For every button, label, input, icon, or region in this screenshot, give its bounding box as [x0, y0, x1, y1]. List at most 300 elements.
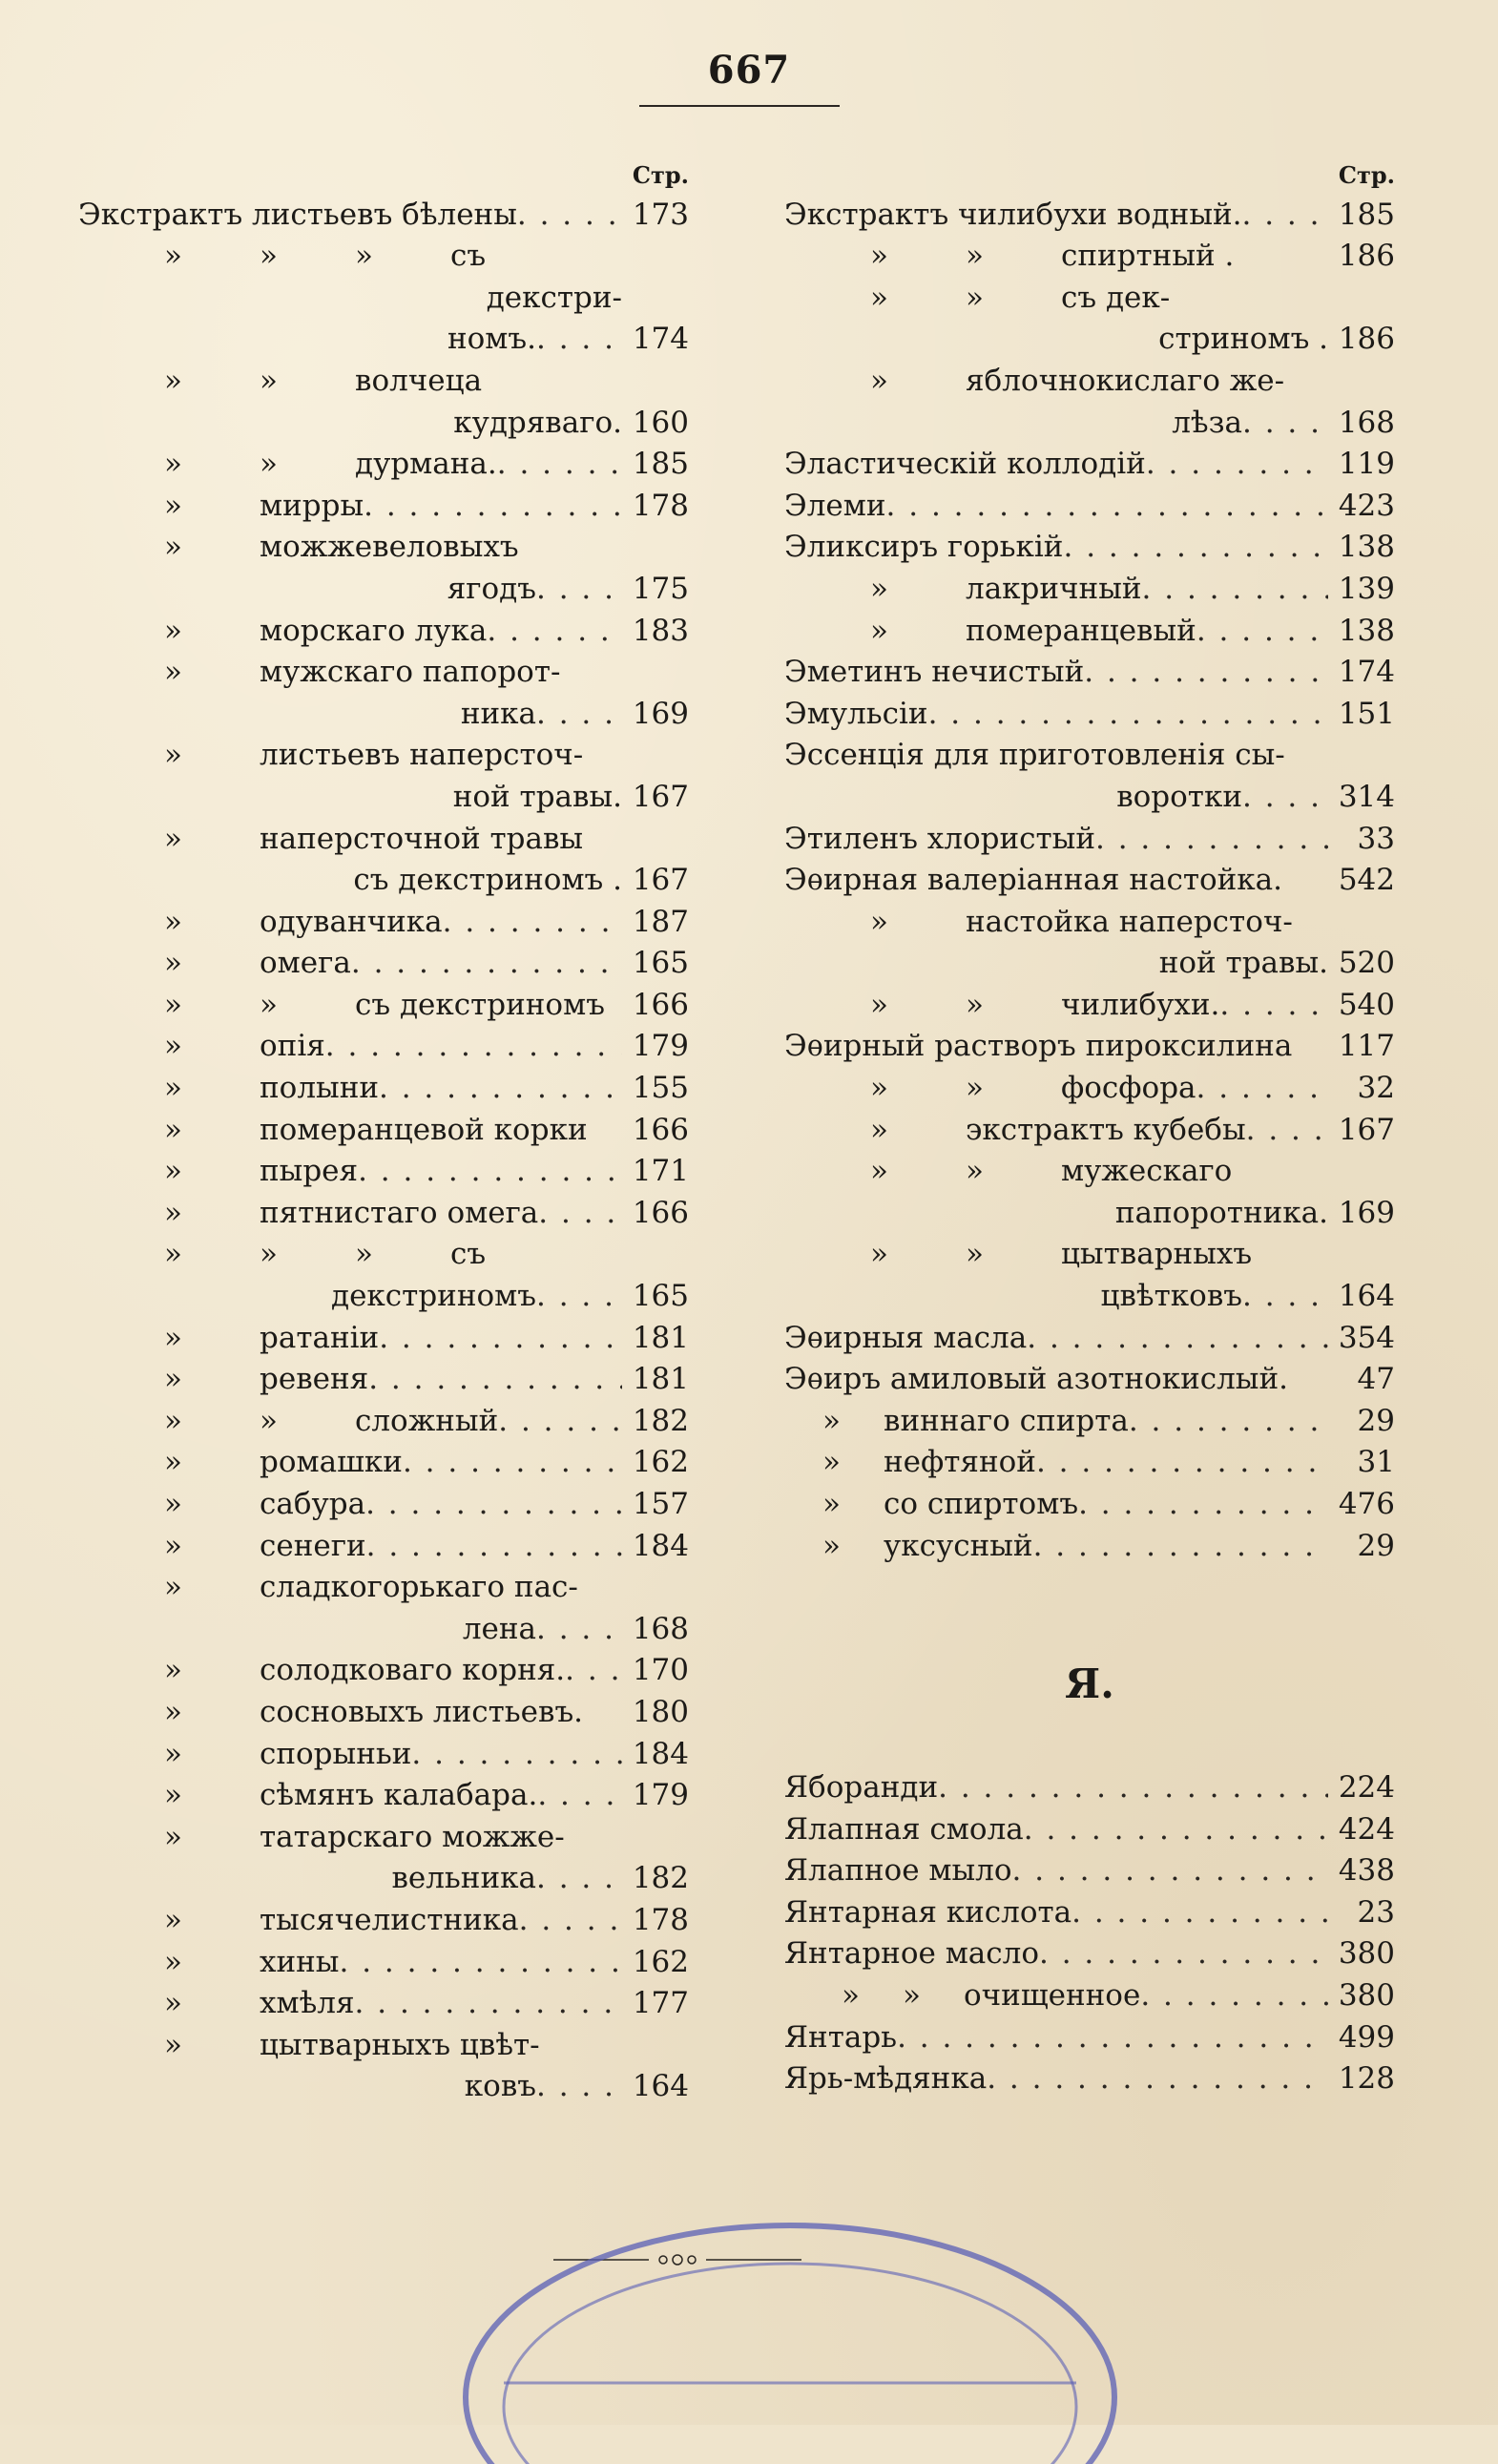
index-entry	[784, 2058, 1395, 2100]
index-entry	[78, 195, 689, 237]
ditto-mark: »	[870, 613, 888, 648]
page-ref: 224	[1338, 1770, 1395, 1805]
leader-dots	[368, 1359, 622, 1401]
index-column-left	[78, 153, 689, 2108]
ditto-mark: »	[870, 1237, 888, 1272]
page-ref: 119	[1338, 447, 1395, 482]
ditto-marks	[164, 819, 260, 861]
page-ref: 162	[632, 1445, 689, 1480]
page-ref: 166	[632, 1112, 689, 1147]
index-entry	[784, 819, 1395, 861]
ditto-marks	[164, 1900, 260, 1942]
entry-text: Экстрактъ листьевъ бѣлены	[78, 197, 517, 232]
index-entry	[78, 1900, 689, 1942]
ditto-marks	[164, 1484, 260, 1526]
entry-text: съ дек-	[1061, 280, 1171, 315]
entry-text: ной травы.	[452, 779, 622, 814]
entry-text: опія	[260, 1029, 325, 1064]
page-ref: 166	[632, 987, 689, 1022]
page-ref: 542	[1338, 863, 1395, 898]
ditto-mark: »	[870, 363, 888, 398]
index-section-ya	[784, 1767, 1395, 2100]
index-entry	[784, 1151, 1395, 1193]
index-entry	[78, 1983, 689, 2025]
ditto-marks	[164, 1318, 260, 1360]
index-entry	[784, 1276, 1395, 1318]
entry-text: мужскаго папорот-	[260, 655, 561, 690]
entry-text: Ялапная смола	[784, 1811, 1024, 1847]
index-entry	[78, 902, 689, 944]
index-entry	[78, 1817, 689, 1859]
entry-text: со спиртомъ	[884, 1487, 1079, 1521]
page-ref: 138	[1338, 530, 1395, 565]
entry-text: декстри-	[486, 280, 622, 315]
index-entry	[78, 1567, 689, 1609]
entry-text: виннаго спирта	[884, 1403, 1129, 1438]
index-entry	[784, 1026, 1395, 1068]
page-ref: 380	[1338, 1936, 1395, 1972]
entry-text: сладкогорькаго пас-	[260, 1570, 578, 1605]
ditto-marks	[164, 236, 450, 278]
page-ref: 157	[632, 1487, 689, 1521]
index-entry	[784, 1933, 1395, 1975]
page-ref: 164	[1338, 1279, 1395, 1314]
page-ref: 180	[632, 1694, 689, 1729]
ditto-mark: »	[164, 1694, 182, 1729]
index-entry	[784, 985, 1395, 1027]
page-ref: 438	[1338, 1853, 1395, 1889]
ditto-marks	[164, 1026, 260, 1068]
entry-text: пятнистаго омега	[260, 1195, 539, 1230]
index-entry	[78, 236, 689, 278]
ditto-marks	[822, 1442, 884, 1484]
page-ref: 380	[1338, 1977, 1395, 2013]
ditto-mark: »	[164, 363, 182, 398]
index-entry	[78, 1318, 689, 1360]
page-ref: 185	[632, 447, 689, 482]
page-ref: 354	[1338, 1320, 1395, 1355]
page-ref: 165	[632, 946, 689, 981]
ditto-marks	[164, 1068, 260, 1110]
ditto-marks	[164, 486, 260, 528]
index-entry	[784, 1850, 1395, 1892]
ditto-mark: »	[164, 1071, 182, 1106]
ditto-mark: »	[260, 987, 278, 1022]
entry-text: пырея	[260, 1154, 359, 1189]
leader-dots	[365, 1484, 622, 1526]
entry-text: чилибухи.	[1061, 987, 1220, 1022]
ditto-mark: »	[164, 1986, 182, 2021]
ditto-marks	[870, 1151, 1061, 1193]
entry-text: Эметинъ нечистый	[784, 655, 1085, 690]
index-entry	[784, 860, 1395, 902]
page-ref: 168	[632, 1611, 689, 1646]
ditto-mark: »	[164, 239, 182, 274]
index-entry	[784, 1975, 1395, 2017]
entry-text: стриномъ .	[1158, 322, 1328, 357]
ditto-marks	[164, 1110, 260, 1152]
leader-dots	[1242, 777, 1328, 819]
ditto-mark: »	[822, 1528, 841, 1563]
index-entry	[784, 236, 1395, 278]
leader-dots	[355, 1983, 622, 2025]
entry-text: лена	[462, 1611, 536, 1646]
entry-text: съ декстриномъ .	[353, 863, 622, 898]
leader-dots	[536, 1609, 622, 1651]
page-ref: 181	[632, 1320, 689, 1355]
ditto-mark: »	[966, 1237, 984, 1272]
page-ref: 185	[1338, 197, 1395, 232]
index-entry	[78, 777, 689, 819]
entry-text: Яборанди	[784, 1770, 939, 1805]
leader-dots	[379, 1068, 622, 1110]
entry-text: хины	[260, 1944, 340, 1979]
ditto-marks	[164, 902, 260, 944]
ditto-mark: »	[260, 447, 278, 482]
leader-dots	[536, 2066, 622, 2108]
entry-text: одуванчика	[260, 904, 443, 939]
index-entry	[78, 1110, 689, 1152]
index-entry	[78, 2066, 689, 2108]
ditto-mark: »	[966, 239, 984, 274]
index-entry	[78, 1734, 689, 1776]
index-entry	[784, 611, 1395, 653]
page-ref: 178	[632, 488, 689, 523]
entry-text: Янтарная кислота	[784, 1894, 1072, 1930]
leader-dots	[519, 1900, 622, 1942]
page-ref: 32	[1357, 1071, 1395, 1106]
page-ref: 166	[632, 1195, 689, 1230]
ditto-mark: »	[164, 1653, 182, 1688]
page-ref: 155	[632, 1071, 689, 1106]
ditto-marks	[164, 2025, 260, 2067]
entry-text: волчеца	[355, 363, 483, 398]
page-ref: 174	[632, 322, 689, 357]
ditto-mark: »	[870, 1071, 888, 1106]
page-ref: 186	[1338, 239, 1395, 274]
ditto-marks	[870, 902, 966, 944]
entry-text: мужескаго	[1061, 1154, 1233, 1189]
leader-dots	[536, 569, 622, 611]
index-entry	[78, 943, 689, 985]
ditto-mark: »	[164, 946, 182, 981]
ditto-marks	[822, 1401, 884, 1443]
index-entry	[78, 1484, 689, 1526]
entry-text: хмѣля	[260, 1986, 355, 2021]
ditto-mark: »	[355, 1237, 373, 1272]
entry-text: сабура	[260, 1487, 366, 1521]
ditto-marks	[164, 735, 260, 777]
page-ref: 29	[1357, 1528, 1395, 1563]
index-entry	[78, 1858, 689, 1900]
leader-dots	[897, 2017, 1328, 2059]
leader-dots	[517, 195, 622, 237]
entry-text: Эмульсіи	[784, 696, 928, 731]
page-ref: 168	[1338, 405, 1395, 440]
index-entry	[784, 1193, 1395, 1235]
entry-text: съ	[450, 1237, 487, 1272]
leader-dots	[351, 943, 622, 985]
leader-dots	[1140, 1975, 1328, 2017]
page-ref: 167	[632, 863, 689, 898]
page-ref: 423	[1338, 488, 1395, 523]
leader-dots	[1063, 527, 1328, 569]
index-entry	[78, 278, 689, 320]
ditto-marks	[164, 943, 260, 985]
leader-dots	[339, 1942, 622, 1984]
ditto-marks	[164, 1817, 260, 1859]
page-ref: 476	[1338, 1487, 1395, 1521]
entry-text: яблочнокислаго же-	[966, 363, 1285, 398]
ditto-marks	[164, 527, 260, 569]
ditto-marks	[870, 278, 1061, 320]
page-ref: 184	[632, 1528, 689, 1563]
ditto-marks	[870, 236, 1061, 278]
leader-dots	[536, 1858, 622, 1900]
entry-text: настойка наперсточ-	[966, 904, 1293, 939]
leader-dots	[1039, 1933, 1328, 1975]
entry-text: съ	[450, 239, 487, 274]
leader-dots	[1027, 1318, 1328, 1360]
leader-dots	[938, 1767, 1328, 1809]
entry-text: ника	[460, 696, 536, 731]
ditto-mark: »	[164, 1736, 182, 1771]
ditto-mark: »	[164, 1154, 182, 1189]
page-ref: 117	[1338, 1029, 1395, 1064]
entry-text: тысячелистника	[260, 1902, 519, 1937]
leader-dots	[536, 1276, 622, 1318]
ditto-mark: »	[870, 1154, 888, 1189]
entry-text: ромашки	[260, 1445, 403, 1480]
leader-dots	[537, 1775, 622, 1817]
ditto-mark: »	[164, 2027, 182, 2062]
page-ref: 23	[1357, 1894, 1395, 1930]
ditto-marks	[164, 1359, 260, 1401]
index-entry	[78, 735, 689, 777]
section-letter-ya: Я.	[1065, 1660, 1114, 1707]
index-entry	[784, 1234, 1395, 1276]
page-ref: 178	[632, 1902, 689, 1937]
index-entry	[78, 1692, 689, 1734]
ditto-mark: »	[164, 1778, 182, 1813]
page-ref: 183	[632, 613, 689, 648]
ditto-mark: »	[164, 655, 182, 690]
ditto-mark: »	[164, 1902, 182, 1937]
entry-text: вельника	[391, 1861, 536, 1896]
leader-dots	[1129, 1401, 1328, 1443]
entry-text: сложный	[355, 1403, 499, 1438]
index-entry	[78, 1026, 689, 1068]
entry-text: Эликсиръ горькій	[784, 530, 1064, 565]
index-entry	[784, 902, 1395, 944]
entry-text: Эѳирный растворъ пироксилина	[784, 1029, 1293, 1064]
ditto-marks	[842, 1975, 964, 2017]
index-column-right	[784, 153, 1395, 1567]
ditto-marks	[822, 1484, 884, 1526]
ditto-mark: »	[870, 239, 888, 274]
ditto-marks	[164, 444, 355, 486]
page-ref: 33	[1357, 821, 1395, 856]
leader-dots	[498, 1401, 622, 1443]
leader-dots	[538, 1193, 622, 1235]
ditto-marks	[164, 361, 355, 403]
entry-text: папоротника.	[1114, 1195, 1328, 1230]
entry-text: ревеня	[260, 1362, 369, 1397]
ditto-marks	[164, 1775, 260, 1817]
page-ref: 164	[632, 2069, 689, 2104]
column-heading-left: Стр.	[632, 161, 689, 189]
page-ref: 128	[1338, 2061, 1395, 2097]
ditto-marks	[164, 1151, 260, 1193]
entry-text: сѣмянъ калабара.	[260, 1778, 538, 1813]
page-ref: 179	[632, 1778, 689, 1813]
leader-dots	[1084, 652, 1328, 694]
page-ref: 169	[632, 696, 689, 731]
entry-text: цытварныхъ цвѣт-	[260, 2027, 540, 2062]
leader-dots	[1242, 195, 1328, 237]
entry-text: лѣза	[1172, 405, 1242, 440]
ditto-mark: »	[260, 363, 278, 398]
page-ref: 138	[1338, 613, 1395, 648]
index-entry	[78, 1234, 689, 1276]
entry-text: спорыньи	[260, 1736, 412, 1771]
ditto-marks	[164, 1401, 355, 1443]
entry-text: листьевъ наперсточ-	[260, 738, 584, 773]
index-entry	[784, 361, 1395, 403]
leader-dots	[358, 1151, 622, 1193]
index-entry	[784, 319, 1395, 361]
index-entry	[78, 486, 689, 528]
ditto-marks	[164, 1692, 260, 1734]
entry-text: Эѳирныя масла	[784, 1320, 1028, 1355]
index-entry	[784, 735, 1395, 777]
index-entry	[78, 403, 689, 445]
ditto-mark: »	[164, 1112, 182, 1147]
entry-text: съ декстриномъ	[355, 987, 605, 1022]
page-ref: 160	[632, 405, 689, 440]
ditto-mark: »	[164, 1570, 182, 1605]
ditto-mark: »	[164, 738, 182, 773]
page-ref: 314	[1338, 779, 1395, 814]
page-ref: 424	[1338, 1811, 1395, 1847]
ditto-marks	[164, 1650, 260, 1692]
header-rule	[639, 105, 840, 107]
page-ref: 186	[1338, 322, 1395, 357]
ditto-mark: »	[355, 239, 373, 274]
ditto-mark: »	[842, 1977, 860, 2013]
ditto-mark: »	[966, 1154, 984, 1189]
index-entry	[78, 1442, 689, 1484]
ditto-mark: »	[822, 1487, 841, 1521]
entry-text: декстриномъ	[331, 1279, 536, 1314]
entry-text: наперсточной травы	[260, 821, 584, 856]
index-entry	[784, 486, 1395, 528]
ditto-mark: »	[260, 239, 278, 274]
entry-text: Экстрактъ чилибухи водный.	[784, 197, 1242, 232]
leader-dots	[403, 1442, 622, 1484]
entry-text: Эссенція для приготовленія сы-	[784, 738, 1285, 773]
ditto-mark: »	[164, 987, 182, 1022]
page-ref: 181	[632, 1362, 689, 1397]
ditto-marks	[164, 1983, 260, 2025]
page-ref: 167	[632, 779, 689, 814]
ditto-mark: »	[164, 1362, 182, 1397]
leader-dots	[325, 1026, 622, 1068]
leader-dots	[1142, 569, 1328, 611]
entry-text: Янтарь	[784, 2019, 898, 2055]
ditto-mark: »	[870, 1112, 888, 1147]
ditto-mark: »	[903, 1977, 921, 2013]
page-ref: 165	[632, 1279, 689, 1314]
ditto-marks	[164, 985, 355, 1027]
ditto-marks	[164, 1234, 450, 1276]
index-entry	[784, 1484, 1395, 1526]
index-entry	[784, 1359, 1395, 1401]
page-ref: 179	[632, 1029, 689, 1064]
leader-dots	[536, 319, 622, 361]
leader-dots	[1024, 1809, 1328, 1851]
entry-text: полыни	[260, 1071, 380, 1106]
index-entry	[78, 1401, 689, 1443]
ditto-marks	[164, 611, 260, 653]
ditto-mark: »	[164, 447, 182, 482]
ditto-mark: »	[966, 280, 984, 315]
leader-dots	[379, 1318, 622, 1360]
index-entry	[78, 819, 689, 861]
entry-text: очищенное	[964, 1977, 1141, 2013]
page-ref: 187	[632, 904, 689, 939]
page-ref: 182	[632, 1861, 689, 1896]
entry-text: номъ.	[447, 322, 536, 357]
leader-dots	[1033, 1526, 1328, 1568]
leader-dots	[565, 1650, 622, 1692]
page-ref: 177	[632, 1986, 689, 2021]
ditto-marks	[870, 569, 966, 611]
ditto-mark: »	[870, 904, 888, 939]
index-entry	[784, 2017, 1395, 2059]
page-ref: 139	[1338, 571, 1395, 606]
index-entry	[784, 1526, 1395, 1568]
index-entry	[78, 1068, 689, 1110]
ditto-mark: »	[260, 1237, 278, 1272]
ditto-marks	[822, 1526, 884, 1568]
index-entry	[784, 195, 1395, 237]
leader-dots	[1095, 819, 1328, 861]
page-ref: 173	[632, 197, 689, 232]
entry-text: Этиленъ хлористый	[784, 821, 1095, 856]
ditto-mark: »	[870, 280, 888, 315]
ditto-mark: »	[164, 1403, 182, 1438]
ditto-mark: »	[164, 1819, 182, 1854]
ditto-marks	[164, 652, 260, 694]
page-ref: 499	[1338, 2019, 1395, 2055]
entry-text: ягодъ	[447, 571, 536, 606]
entry-text: ной травы.	[1158, 946, 1328, 981]
index-entry	[78, 319, 689, 361]
entry-text: морскаго лука	[260, 613, 488, 648]
entry-text: омега	[260, 946, 351, 981]
index-entry	[78, 611, 689, 653]
leader-dots	[886, 486, 1328, 528]
page-ref: 170	[632, 1653, 689, 1688]
index-entry	[78, 652, 689, 694]
entry-text: цвѣтковъ	[1100, 1279, 1242, 1314]
index-entry	[78, 527, 689, 569]
ditto-mark: »	[164, 1029, 182, 1064]
index-entry	[784, 777, 1395, 819]
page-ref: 162	[632, 1944, 689, 1979]
ditto-mark: »	[260, 1403, 278, 1438]
